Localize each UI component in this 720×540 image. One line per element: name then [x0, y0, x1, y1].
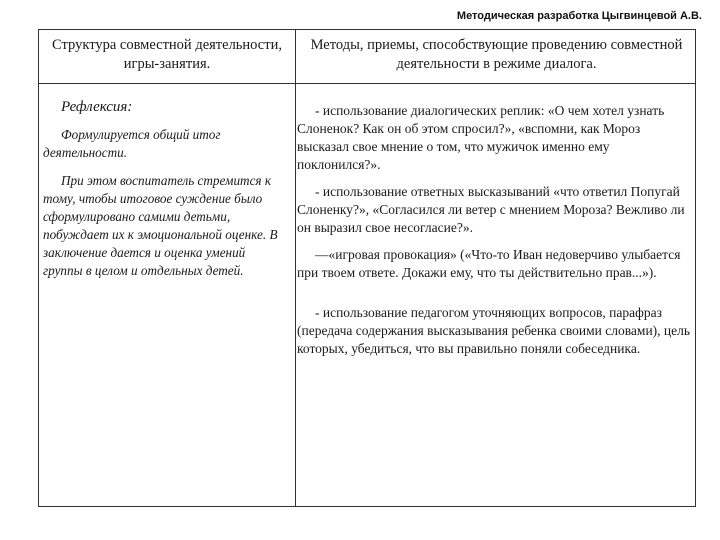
left-paragraph-2: При этом воспитатель стремится к тому, чтобы итоговое суждение было сформулировано самими детьми, побуждает их к эмоциональной оценке. В заключение дается и оценка умений группы в целом и отдельных детей. [43, 173, 278, 278]
column-header-methods: Методы, приемы, способствующие проведению совместной деятельности в режиме диалога. [310, 37, 683, 72]
right-paragraph-1: - использование диалогических реплик: «О чем хотел узнать Слоненок? Как он об этом спросил?», «вспомни, как Мороз высказал свое мнение о том, что мужичок именно ему поклонился?». [297, 103, 665, 172]
right-paragraph-2: - использование ответных высказываний «что ответил Попугай Слоненку?», «Согласился ли ветер с мнением Мороза? Вежливо ли он выразил свое несогласие?». [297, 184, 685, 235]
left-cell [43, 98, 283, 290]
right-cell [297, 102, 691, 367]
right-paragraph-3: —«игровая провокация» («Что-то Иван недоверчиво улыбается при твоем ответе. Докажи ему, что ты действительно прав...»). [297, 247, 681, 280]
header-divider [39, 83, 695, 84]
methods-table [38, 29, 696, 507]
page-header: Методическая разработка Цыгвинцевой А.В. [456, 10, 702, 22]
right-paragraph-4: - использование педагогом уточняющих вопросов, парафраз (передача содержания высказывания ребенка своими словами), цель которых, убедиться, что вы правильно поняли собеседника. [297, 305, 691, 356]
left-paragraph-1: Формулируется общий итог деятельности. [43, 127, 221, 160]
column-divider [295, 30, 296, 506]
column-header-structure: Структура совместной деятельности, игры-занятия. [52, 37, 282, 72]
reflection-title: Рефлексия: [61, 99, 133, 115]
